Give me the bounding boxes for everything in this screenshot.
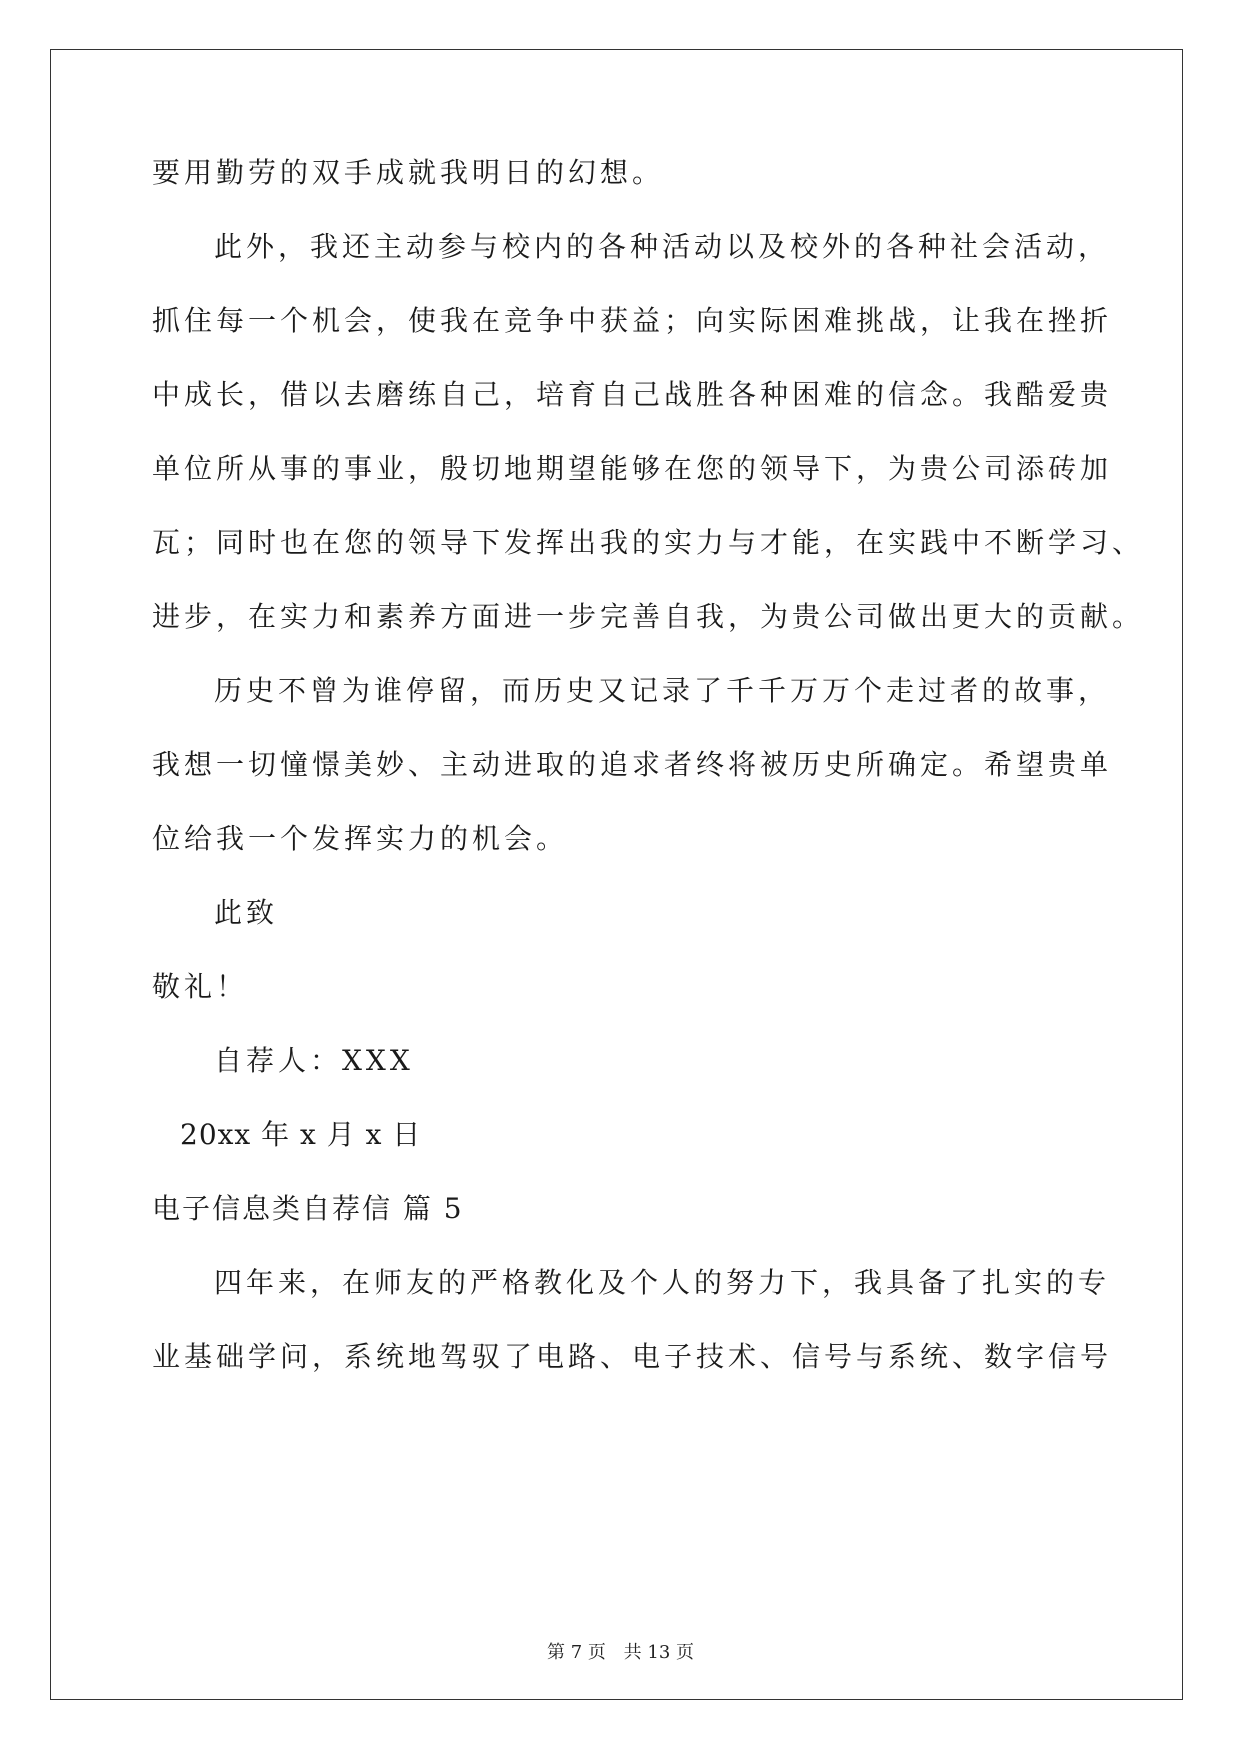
- date-line: 20xx 年 x 月 x 日: [180, 1118, 422, 1151]
- signature-line: 自荐人：XXX: [214, 1044, 414, 1077]
- closing-jingli: 敬礼！: [152, 970, 249, 1003]
- page-number-total: 共 13 页: [623, 1642, 694, 1663]
- text-line: 瓦；同时也在您的领导下发挥出我的实力与才能，在实践中不断学习、: [152, 526, 1145, 559]
- text-line: 业基础学问，系统地驾驭了电路、电子技术、信号与系统、数字信号: [152, 1340, 1113, 1373]
- page-border: [50, 49, 1183, 1700]
- text-line: 进步，在实力和素养方面进一步完善自我，为贵公司做出更大的贡献。: [152, 600, 1145, 633]
- text-line: 单位所从事的事业，殷切地期望能够在您的领导下，为贵公司添砖加: [152, 452, 1113, 485]
- text-line: 我想一切憧憬美妙、主动进取的追求者终将被历史所确定。希望贵单: [152, 748, 1113, 781]
- section-heading: 电子信息类自荐信 篇 5: [152, 1192, 464, 1225]
- paragraph-four-years-start: 四年来，在师友的严格教化及个人的努力下，我具备了扎实的专: [214, 1266, 1111, 1299]
- closing-cizhi: 此致: [214, 896, 279, 929]
- page-number-current: 第 7 页: [547, 1642, 606, 1663]
- text-line: 中成长，借以去磨练自己，培育自己战胜各种困难的信念。我酷爱贵: [152, 378, 1113, 411]
- text-line-continuation: 要用勤劳的双手成就我明日的幻想。: [152, 156, 665, 189]
- paragraph-extracurricular-start: 此外，我还主动参与校内的各种活动以及校外的各种社会活动，: [214, 230, 1111, 263]
- paragraph-history-start: 历史不曾为谁停留，而历史又记录了千千万万个走过者的故事，: [214, 674, 1111, 707]
- text-line: 抓住每一个机会，使我在竞争中获益；向实际困难挑战，让我在挫折: [152, 304, 1113, 337]
- text-line: 位给我一个发挥实力的机会。: [152, 822, 569, 855]
- page-footer: [0, 1641, 1241, 1665]
